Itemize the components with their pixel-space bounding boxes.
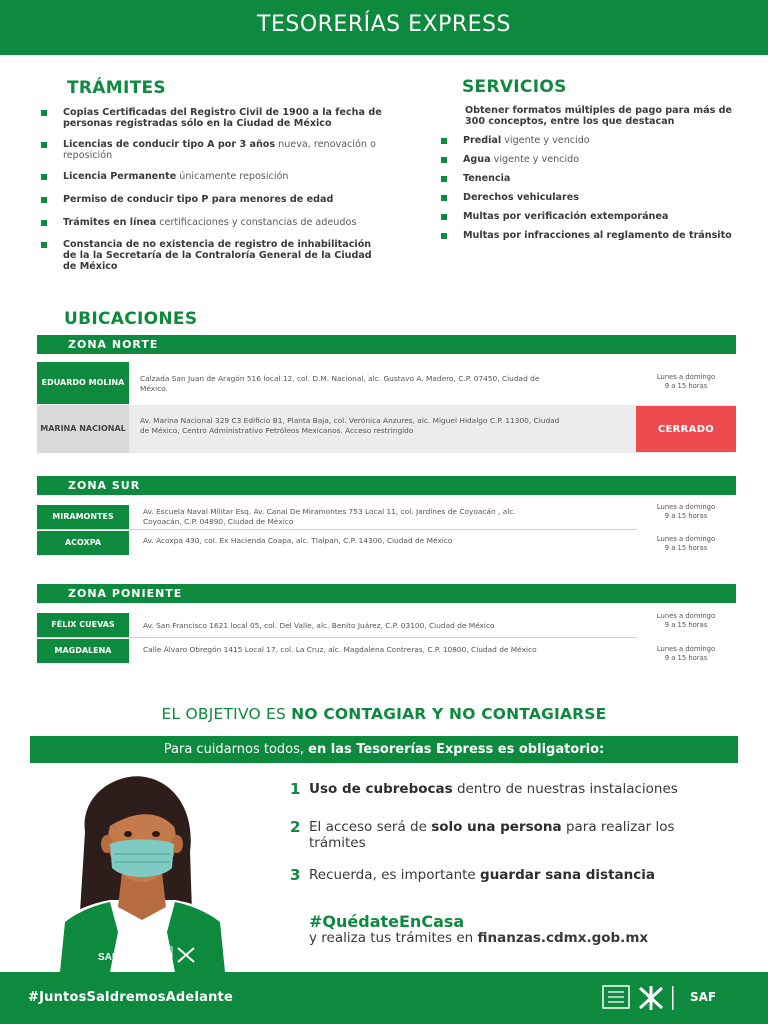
list-item: Constancia de no existencia de registro de inhabilitación de la la Secretaría de la Contraloría General de la Ciudad de México: [37, 239, 382, 272]
location-address: Av. San Francisco 1621 local 05, col. Del Valle, alc. Benito Juárez, C.P. 03100, Ciudad de México: [143, 621, 495, 630]
list-item: Multas por infracciones al reglamento de tránsito: [437, 230, 747, 241]
zona-norte-header: ZONA NORTE: [37, 335, 736, 354]
list-item: Predial vigente y vencido: [437, 135, 747, 146]
website-line: y realiza tus trámites en finanzas.cdmx.gob.mx: [309, 930, 649, 946]
tramites-list: [37, 107, 382, 272]
woman-with-mask-illustration: [10, 772, 270, 972]
closed-badge: CERRADO: [636, 406, 736, 452]
list-item: Derechos vehiculares: [437, 192, 747, 203]
location-hours: Lunes a domingo 9 a 15 horas: [656, 503, 716, 520]
location-address: Av. Acoxpa 430, col. Ex Hacienda Coapa, alc. Tlalpan, C.P. 14300, Ciudad de México: [143, 536, 453, 545]
location-name: EDUARDO MOLINA: [37, 362, 129, 404]
list-item: Trámites en línea certificaciones y constancias de adeudos: [37, 217, 382, 228]
location-row-felix-cuevas: [37, 608, 736, 638]
location-name: MARINA NACIONAL: [37, 405, 129, 453]
servicios-title: SERVICIOS: [462, 77, 567, 97]
objective-banner: Para cuidarnos todos, en las Tesorerías Express es obligatorio:: [30, 736, 738, 763]
vest-label: SAF: [98, 952, 118, 963]
quedate-en-casa-hashtag: #QuédateEnCasa: [309, 912, 465, 931]
objective-title: EL OBJETIVO ES NO CONTAGIAR Y NO CONTAGIARSE: [161, 705, 607, 723]
location-name: MAGDALENA: [37, 639, 129, 663]
location-address: Calzada San Juan de Aragón 516 local 12, col. D.M. Nacional, alc. Gustavo A. Madero, C.P. 07450, Ciudad de México.: [140, 374, 540, 393]
list-item: Agua vigente y vencido: [437, 154, 747, 165]
footer-hashtag: #JuntosSaldremosAdelante: [28, 990, 233, 1005]
zona-sur-header: ZONA SUR: [37, 476, 736, 495]
page-title: TESORERÍAS EXPRESS: [257, 12, 511, 37]
cdmx-logos: [600, 982, 740, 1014]
location-address: Calle Álvaro Obregón 1415 Local 17, col. La Cruz, alc. Magdalena Contreras, C.P. 10800, Ciudad de México: [143, 645, 537, 654]
location-row-magdalena: [37, 638, 736, 664]
ubicaciones-title: UBICACIONES: [64, 309, 198, 329]
list-item: Copias Certificadas del Registro Civil de 1900 a la fecha de personas registradas sólo en la Ciudad de México: [37, 107, 382, 129]
cdmx-emblem-icon: [640, 986, 662, 1010]
location-hours: Lunes a domingo 9 a 15 horas: [656, 373, 716, 390]
tramites-title: TRÁMITES: [67, 78, 166, 98]
servicios-list: [437, 135, 747, 241]
saf-logo: SAF: [690, 990, 717, 1004]
zona-poniente-header: ZONA PONIENTE: [37, 584, 736, 603]
location-row-marina-nacional: [37, 405, 736, 453]
location-hours: Lunes a domingo 9 a 15 horas: [656, 535, 716, 552]
list-item: Licencias de conducir tipo A por 3 años nueva, renovación o reposición: [37, 139, 382, 161]
list-item: Licencia Permanente únicamente reposición: [37, 171, 382, 182]
location-address: Av. Escuela Naval Militar Esq. Av. Canal De Miramontes 753 Local 11, col. Jardines de Coyoacán , alc. Coyoacán, C.P. 04890, Ciudad de México: [143, 507, 516, 526]
servicios-intro: Obtener formatos múltiples de pago para más de 300 conceptos, entre los que destacan: [465, 105, 733, 127]
location-row-acoxpa: [37, 530, 736, 556]
list-item: Tenencia: [437, 173, 747, 184]
location-name: MIRAMONTES: [37, 505, 129, 529]
location-address: Av. Marina Nacional 329 C3 Edificio B1, Planta Baja, col. Verónica Anzures, alc. Miguel Hidalgo C.P. 11300, Ciudad de México, Centro Administrativo Petróleos Mexicanos. Acceso restringido: [140, 416, 560, 435]
location-row-eduardo-molina: [37, 359, 736, 405]
list-item: Permiso de conducir tipo P para menores de edad: [37, 194, 382, 205]
location-hours: Lunes a domingo 9 a 15 horas: [656, 645, 716, 662]
list-item: Multas por verificación extemporánea: [437, 211, 747, 222]
location-row-miramontes: [37, 500, 736, 530]
location-name: ACOXPA: [37, 531, 129, 555]
location-name: FÉLIX CUEVAS: [37, 613, 129, 637]
location-hours: Lunes a domingo 9 a 15 horas: [656, 612, 716, 629]
